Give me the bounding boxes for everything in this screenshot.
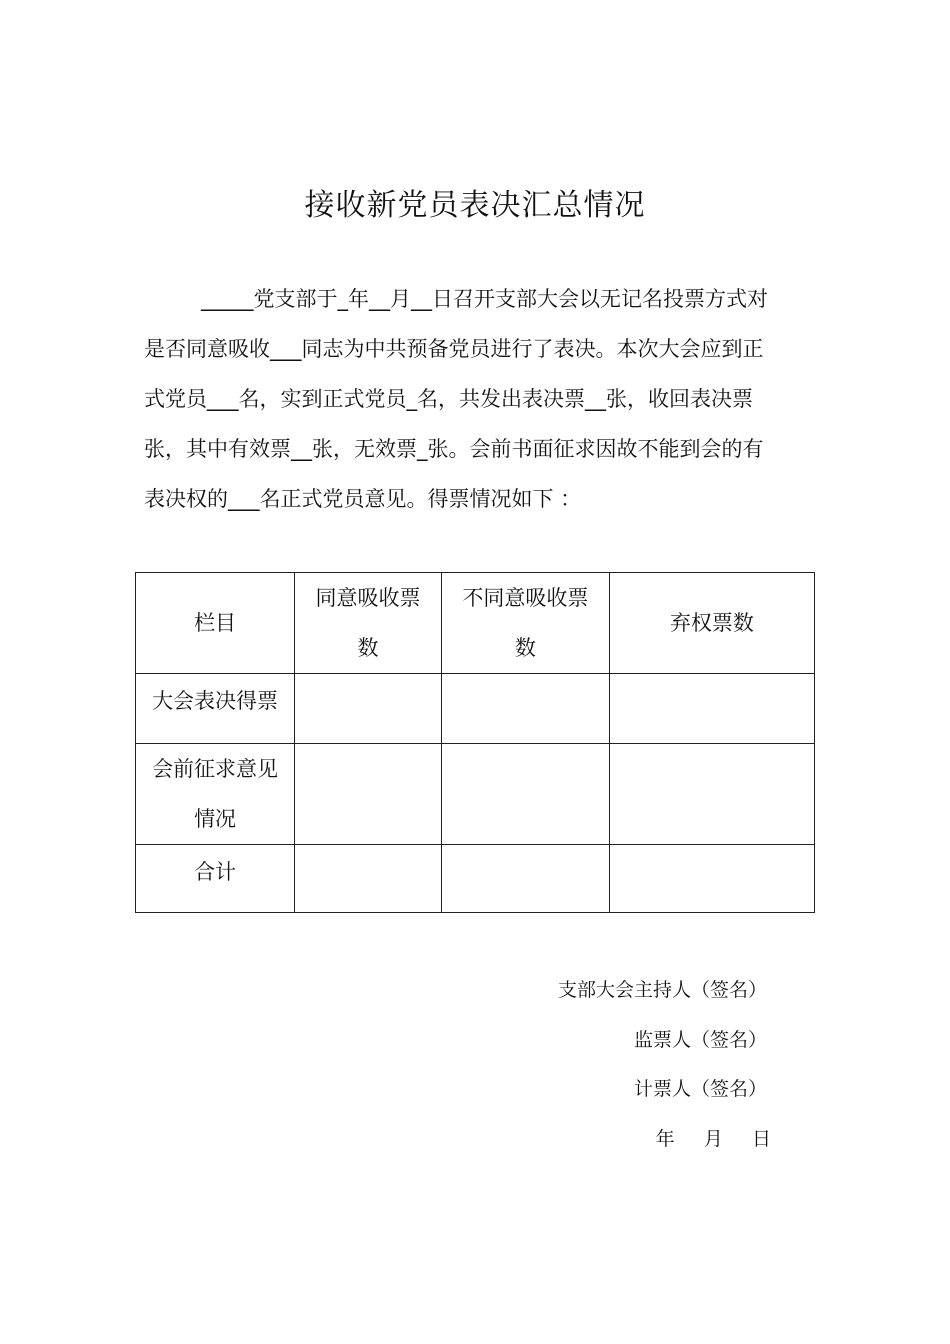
table-header-row: [136, 573, 815, 674]
cell-agree: [295, 744, 442, 845]
row-label-text: 合计: [194, 860, 237, 884]
table-row: [136, 744, 815, 845]
row-label-line1: 会前征求意见: [152, 757, 279, 781]
vote-summary-table: [135, 572, 815, 913]
header-item: [136, 573, 295, 674]
signature-counter: 计票人（签名）: [633, 1078, 767, 1100]
header-abstain-label: 弃权票数: [669, 611, 754, 635]
header-item-label: 栏目: [194, 611, 237, 635]
header-abstain: [609, 573, 814, 674]
paragraph-text: _____党支部于_年__月__日召开支部大会以无记名投票方式对: [201, 287, 768, 311]
cell-abstain: [609, 674, 814, 744]
header-disagree-line2: 数: [514, 636, 536, 660]
header-agree-line1: 同意吸收票: [315, 586, 421, 610]
header-disagree: [441, 573, 609, 674]
row-label-line2: 情况: [194, 807, 237, 831]
signature-supervisor: 监票人（签名）: [633, 1029, 767, 1051]
paragraph-text: 表决权的___名正式党员意见。得票情况如下 ：: [144, 487, 582, 511]
header-agree-line2: 数: [357, 636, 379, 660]
cell-agree: [295, 845, 442, 913]
cell-agree: [295, 674, 442, 744]
body-paragraph: [144, 274, 812, 524]
paragraph-line-1: [144, 274, 812, 324]
cell-abstain: [609, 744, 814, 845]
paragraph-text: 是否同意吸收___同志为中共预备党员进行了表决。本次大会应到正: [144, 337, 764, 361]
paragraph-text: 式党员___名，实到正式党员_名，共发出表决票__张，收回表决票: [144, 387, 753, 411]
signature-host: 支部大会主持人（签名）: [557, 979, 767, 1001]
table-row: [136, 674, 815, 744]
cell-abstain: [609, 845, 814, 913]
cell-disagree: [441, 845, 609, 913]
row-label-total: [136, 845, 295, 913]
row-label-pre-meeting: [136, 744, 295, 845]
header-disagree-line1: 不同意吸收票: [462, 586, 589, 610]
row-label-meeting-vote: [136, 674, 295, 744]
cell-disagree: [441, 744, 609, 845]
paragraph-line-4: [144, 424, 812, 474]
document-title: 接收新党员表决汇总情况: [304, 188, 646, 223]
paragraph-line-2: [144, 324, 812, 374]
table-row: [136, 845, 815, 913]
row-label-text: 大会表决得票: [152, 689, 279, 713]
paragraph-line-3: [144, 374, 812, 424]
paragraph-line-5: [144, 474, 812, 524]
header-agree: [295, 573, 442, 674]
paragraph-text: 张，其中有效票__张，无效票_张。会前书面征求因故不能到会的有: [144, 437, 764, 461]
signature-date: 年 月 日: [655, 1128, 772, 1150]
cell-disagree: [441, 674, 609, 744]
